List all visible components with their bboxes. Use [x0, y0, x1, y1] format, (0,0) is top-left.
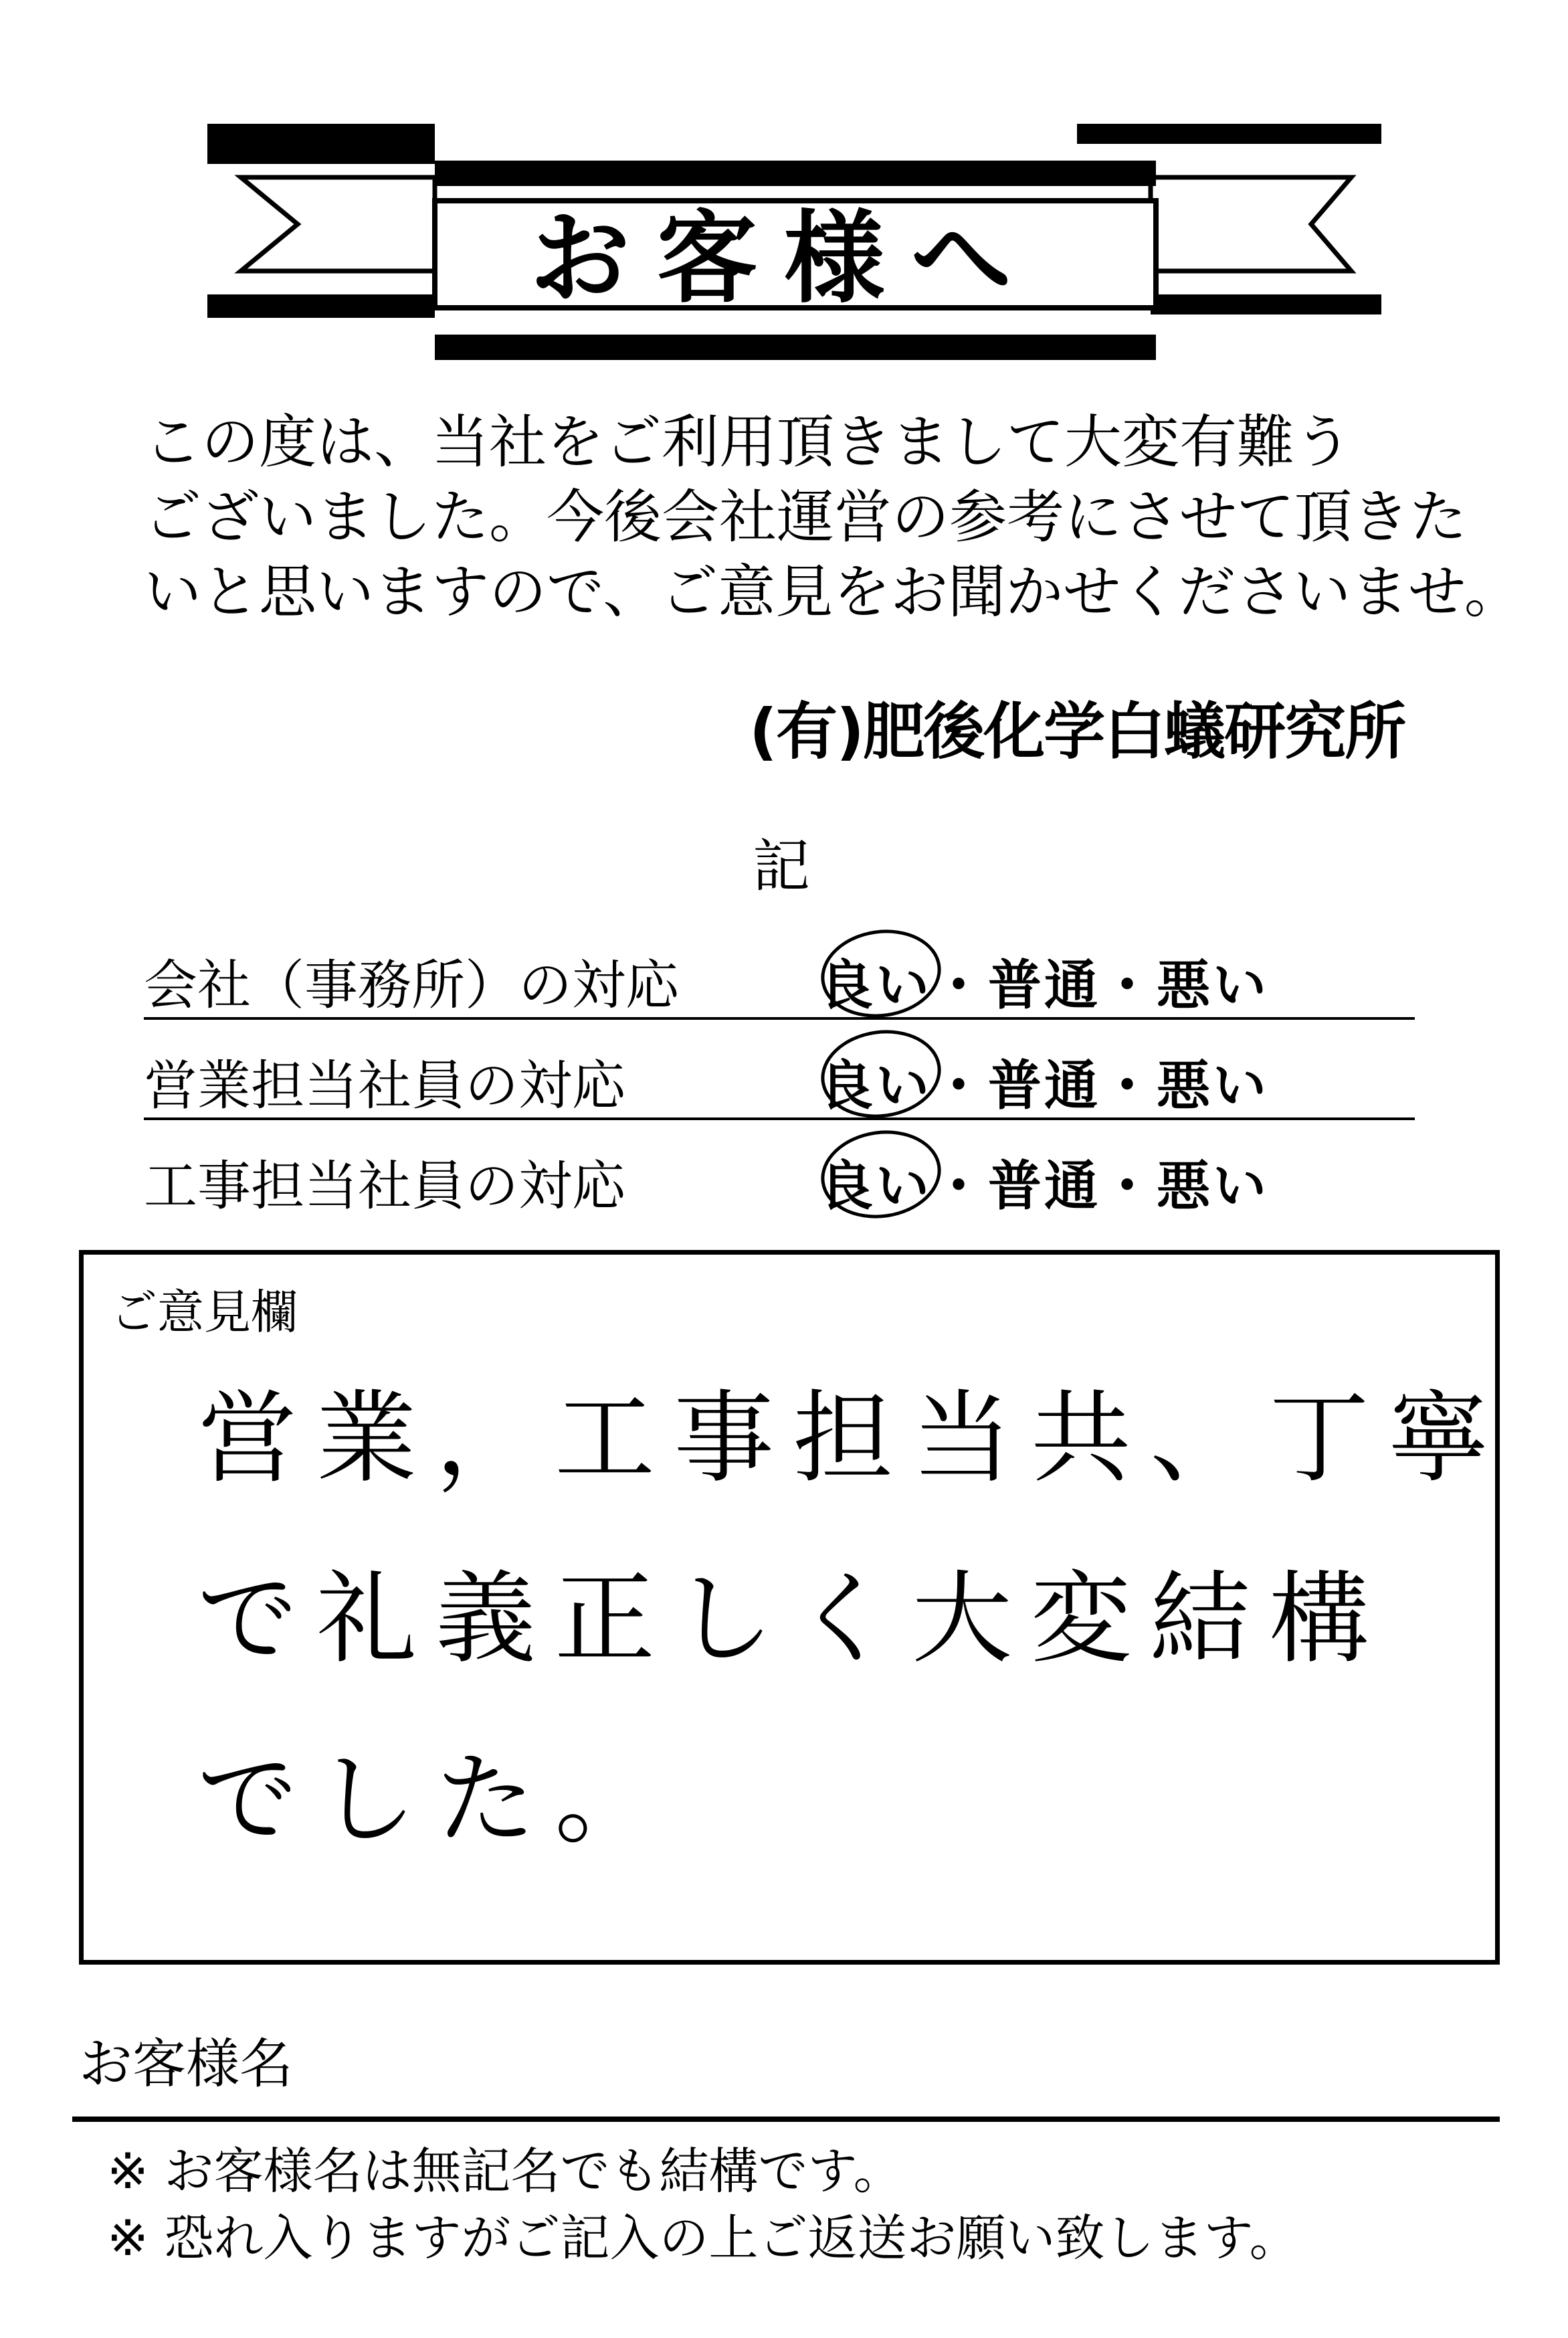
comment-line: 営業，工事担当共、丁寧: [197, 1380, 1508, 1497]
rating-row-construction: [144, 1117, 1415, 1218]
company-name: (有)肥後化学白蟻研究所: [749, 696, 1405, 768]
handwritten-comment: [197, 1348, 1507, 1890]
intro-line: この度は、当社をご利用頂きまして大変有難う: [144, 409, 1352, 476]
intro-text: [144, 405, 1522, 630]
rating-options[interactable]: 良い・普通・悪い: [819, 1155, 1269, 1217]
customer-name-label: お客様名: [79, 2033, 293, 2095]
rating-row-company: [144, 917, 1415, 1020]
page-title: お客様へ: [529, 199, 1038, 317]
rating-options[interactable]: 良い・普通・悪い: [819, 954, 1269, 1016]
notes: [107, 2138, 1299, 2272]
comment-line: で礼義正しく大変結構: [197, 1561, 1389, 1678]
comment-label: ご意見欄: [110, 1285, 298, 1340]
note-line: ※ お客様名は無記名でも結構です。: [107, 2143, 903, 2200]
note-line: ※ 恐れ入りますがご記入の上ご返送お願い致します。: [107, 2210, 1299, 2267]
rating-label: 営業担当社員の対応: [144, 1055, 625, 1117]
comment-box[interactable]: [79, 1250, 1508, 1965]
rating-label: 工事担当社員の対応: [144, 1155, 625, 1217]
intro-line: ございました。今後会社運営の参考にさせて頂きた: [144, 484, 1467, 551]
comment-line: でした。: [197, 1742, 674, 1858]
intro-line: いと思いますので、ご意見をお聞かせくださいませ。: [144, 559, 1522, 626]
rating-row-sales: [144, 1017, 1415, 1120]
rating-label: 会社（事務所）の対応: [144, 954, 679, 1016]
ki-heading: 記: [753, 833, 810, 900]
customer-name-line[interactable]: [72, 2117, 1500, 2122]
rating-options[interactable]: 良い・普通・悪い: [819, 1055, 1269, 1117]
